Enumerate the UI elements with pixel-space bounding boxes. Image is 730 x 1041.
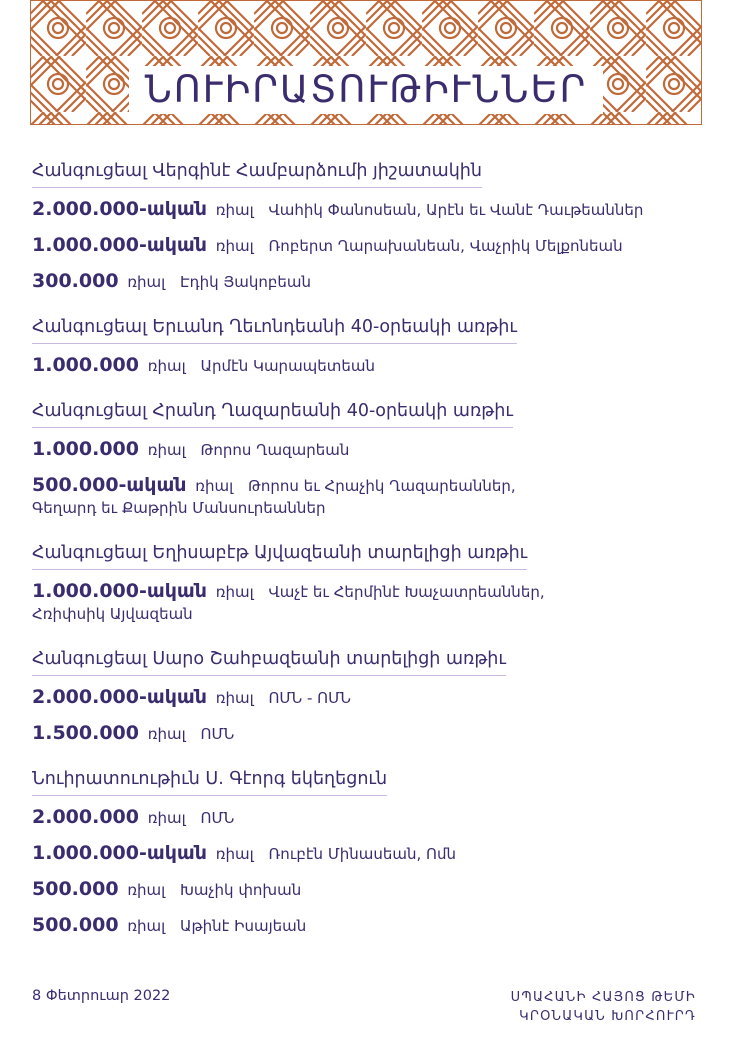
footer-date: 8 Փետրուար 2022 (32, 988, 171, 1004)
signature-line-1: ՍՊԱՀԱՆԻ ՀԱՅՈՑ ԹԵՄԻ (510, 990, 696, 1005)
donation-line (32, 686, 702, 709)
donation-amount: 2.000.000-ական (32, 686, 207, 708)
donation-donors: Էդիկ Յակոբեան (180, 273, 312, 291)
donation-currency: ռիալ (215, 845, 254, 863)
section-heading: Հանգուցեալ Հրանդ Ղազարեանի 40-օրեակի առթիւ (32, 397, 513, 428)
section-heading: Հանգուցեալ Վերգինէ Համբարձումի յիշատակին (32, 157, 482, 188)
donation-line (32, 474, 702, 519)
donation-donors-continued: Գեղարդ եւ Քաթրին Մանսուրեաններ (32, 499, 326, 517)
donation-currency: ռիալ (195, 477, 234, 495)
donation-section (32, 765, 702, 937)
page-title: ՆՈՒԻՐԱՏՈՒԹԻՒՆՆԵՐ (129, 66, 604, 114)
donation-donors: Թորոս եւ Հրաչիկ Ղազարեաններ, (248, 477, 516, 495)
donation-currency: ռիալ (147, 725, 186, 743)
donation-currency: ռիալ (147, 441, 186, 459)
section-heading: Հանգուցեալ Երւանդ Ղեւոնդեանի 40-օրեակի առթիւ (32, 313, 517, 344)
donation-line (32, 842, 702, 865)
donation-amount: 500.000 (32, 914, 119, 936)
donation-donors: Ռուբէն Մինասեան, Ոմն (268, 845, 456, 863)
donation-donors: Խաչիկ փոխան (180, 881, 302, 899)
donation-amount: 2.000.000 (32, 806, 139, 828)
donation-line (32, 878, 702, 901)
donation-currency: ռիալ (215, 237, 254, 255)
donation-currency: ռիալ (147, 809, 186, 827)
donation-line (32, 580, 702, 625)
donation-amount: 1.000.000-ական (32, 580, 207, 602)
donation-donors: Արմէն Կարապետեան (200, 357, 376, 375)
donation-donors: ՈՄՆ - ՈՄՆ (268, 689, 351, 707)
donation-amount: 1.000.000-ական (32, 842, 207, 864)
donation-amount: 1.500.000 (32, 722, 139, 744)
donation-line (32, 722, 702, 745)
donation-currency: ռիալ (147, 357, 186, 375)
section-heading: Հանգուցեալ Սարօ Շահբազեանի տարելիցի առթիւ (32, 645, 506, 676)
donation-donors: ՈՄՆ (200, 725, 235, 743)
donation-currency: ռիալ (215, 201, 254, 219)
donation-line (32, 198, 702, 221)
donation-amount: 500.000-ական (32, 474, 187, 496)
donation-amount: 1.000.000 (32, 438, 139, 460)
donation-donors: Աթինէ Իսայեան (180, 917, 307, 935)
donation-donors: Թորոս Ղազարեան (200, 441, 350, 459)
donation-section (32, 313, 702, 377)
donation-section (32, 397, 702, 519)
donation-donors: Վաչէ եւ Հերմինէ Խաչատրեաններ, (268, 583, 545, 601)
banner-title-wrap (30, 66, 702, 114)
donation-line (32, 914, 702, 937)
donation-donors: Վաhիկ Փանոսեան, Արէն եւ Վանէ Դաւթեաններ (268, 201, 644, 219)
donation-line (32, 234, 702, 257)
signature-line-2: ԿՐՕՆԱԿԱՆ ԽՈՐՀՈՒՐԴ (519, 1009, 696, 1024)
donation-donors-continued: Հռիփսիկ Այվազեան (32, 605, 193, 623)
donation-currency: ռիալ (215, 689, 254, 707)
donation-currency: ռիալ (127, 881, 166, 899)
donations-content (32, 157, 702, 957)
section-heading: Հանգուցեալ Եղիսաբէթ Այվազեանի տարելիցի առթիւ (32, 539, 527, 570)
donation-currency: ռիալ (215, 583, 254, 601)
donation-amount: 2.000.000-ական (32, 198, 207, 220)
footer-signature (511, 988, 696, 1026)
donation-amount: 1.000.000-ական (32, 234, 207, 256)
donation-section (32, 539, 702, 625)
donation-amount: 500.000 (32, 878, 119, 900)
donation-line (32, 354, 702, 377)
donation-donors: Ռոբերտ Ղարախանեան, Վաչրիկ Մելքոնեան (268, 237, 623, 255)
donation-line (32, 270, 702, 293)
donation-line (32, 438, 702, 461)
header-banner (30, 0, 702, 125)
donation-donors: ՈՄՆ (200, 809, 235, 827)
donation-line (32, 806, 702, 829)
section-heading: Նուիրատուութիւն Ս. Գէորգ եկեղեցուն (32, 765, 387, 796)
donation-section (32, 645, 702, 745)
donation-amount: 1.000.000 (32, 354, 139, 376)
donation-currency: ռիալ (127, 273, 166, 291)
donation-section (32, 157, 702, 293)
donation-currency: ռիալ (127, 917, 166, 935)
donation-amount: 300.000 (32, 270, 119, 292)
